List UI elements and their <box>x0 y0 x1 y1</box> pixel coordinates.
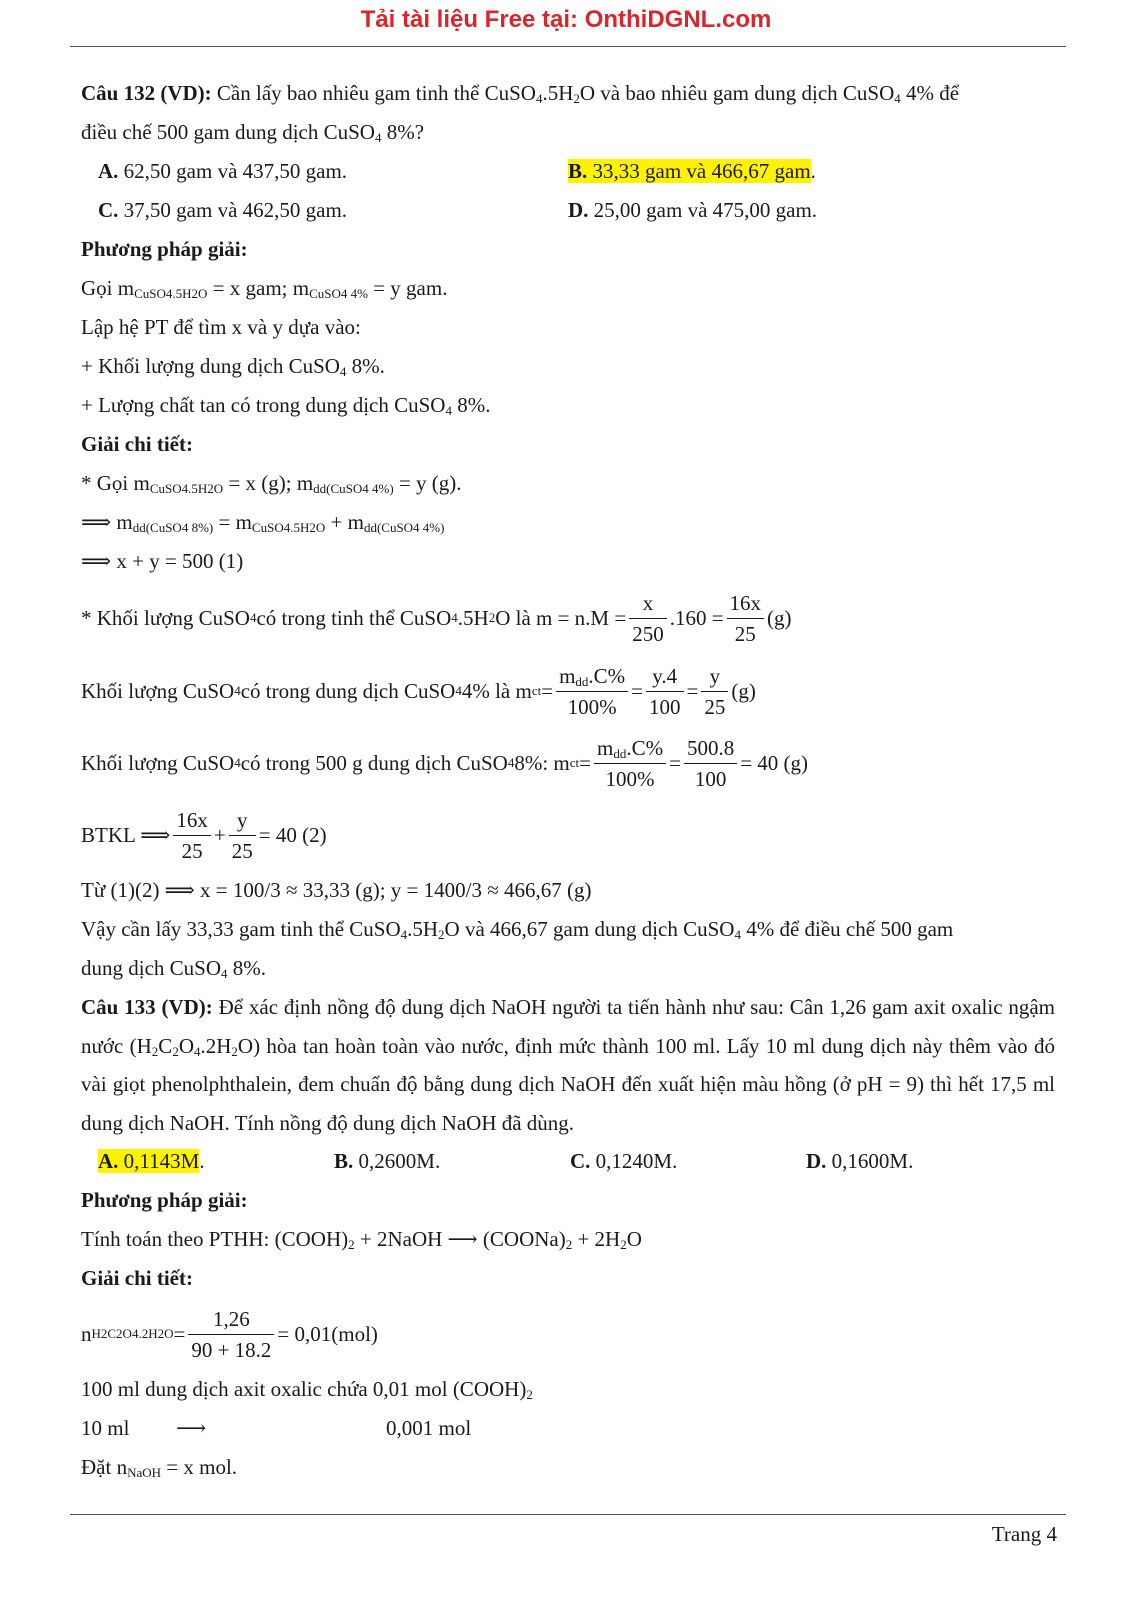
q132-option-a[interactable]: A. 62,50 gam và 437,50 gam. <box>98 159 348 183</box>
q133-detail-line1: n H2C2O4.2H2O = $\frac{1,26}{90 + 18.2}$ = 0,01(mol) <box>81 1298 1055 1370</box>
page-content <box>81 74 1055 1487</box>
q132-detail-line8: Từ (1)(2) ⟹ x = 100/3 ≈ 33,33 (g); y = 1400/3 ≈ 466,67 (g) <box>81 878 592 902</box>
q132-stem-line1: Câu 132 (VD): Cần lấy bao nhiêu gam tinh thể $CuSO_4.5H_2O$ và bao nhiêu gam dung dịch CuSO$_4$ 4% để <box>81 81 960 106</box>
q132-detail-line9: Vậy cần lấy 33,33 gam tinh thể $CuSO_4.5H_2O$ và 466,67 gam dung dịch CuSO$_4$ 4% để điều chế 500 gam <box>81 917 954 942</box>
q133-option-d[interactable]: D. 0,1600M. <box>806 1149 914 1173</box>
q133-stem: Câu 133 (VD): Để xác định nồng độ dung dịch NaOH người ta tiến hành như sau: Cân 1,26 gam axit oxalic ngậm nước $(H_2C_2O_4.2H_2O)$ hòa tan hoàn toàn vào nước, định mức thành 100 ml. Lấy 10 ml dung dịch này thêm vào đó vài giọt phenolphthalein, đem chuẩn độ bằng dung dịch NaOH đến xuất hiện màu hồng (ở pH = 9) thì hết 17,5 ml dung dịch NaOH. Tính nồng độ dung dịch NaOH đã dùng. <box>81 995 1056 1135</box>
q132-detail-line5: Khối lượng CuSO 4 có trong dung dịch CuSO 4 4% là m ct = $\frac{m_{dd}.C\%}{100\%}$ = $\frac{y.4}{100}$ = $\frac{y}{25}$ (g) <box>81 655 1055 727</box>
q132-detail-line7: BTKL ⟹ $\frac{16x}{25}$ + $\frac{y}{25}$ = 40 (2) <box>81 799 1055 871</box>
q132-method-line1: Gọi $m_{CuSO4.5H2O} = x$ gam; $m_{CuSO4 4\%} = y$ gam. <box>81 276 448 301</box>
correct-answer-highlight: A. 0,1143M <box>98 1149 200 1173</box>
q133-option-c[interactable]: C. 0,1240M. <box>570 1149 678 1173</box>
q132-detail-line6: Khối lượng CuSO 4 có trong 500 g dung dịch CuSO 4 8%: m ct = $\frac{m_{dd}.C\%}{100\%}$ = $\frac{500.8}{100}$ = 40 (g) <box>81 727 1055 799</box>
q133-detail-line2: 100 ml dung dịch axit oxalic chứa 0,01 mol $(COOH)_2$ <box>81 1377 533 1402</box>
fraction: $\frac{m_{dd}.C\%}{100\%}$ <box>556 661 628 722</box>
page-number: Trang 4 <box>991 1522 1057 1546</box>
fraction: $\frac{y.4}{100}$ <box>646 661 684 722</box>
fraction: $\frac{x}{250}$ <box>629 588 667 649</box>
q132-options-row2 <box>81 191 1055 230</box>
q133-detail-line3: 10 ml ⟶ 0,001 mol <box>81 1416 472 1440</box>
fraction: $\frac{y}{25}$ <box>701 661 728 722</box>
correct-answer-highlight: B. 33,33 gam và 466,67 gam <box>568 159 811 183</box>
fraction: $\frac{y}{25}$ <box>229 805 256 866</box>
q132-detail-line2: ⟹ $m_{dd(CuSO4 8\%)} = m_{CuSO4.5H2O} + m_{dd(CuSO4 4\%)}$ <box>81 510 445 535</box>
fraction: $\frac{1,26}{90 + 18.2}$ <box>188 1304 274 1365</box>
q132-label: Câu 132 (VD): <box>81 81 212 105</box>
q132-method-line3: + Khối lượng dung dịch CuSO$_4$ 8%. <box>81 354 385 379</box>
q132-options-row1 <box>81 152 1055 191</box>
q132-method-line2: Lập hệ PT để tìm x và y dựa vào: <box>81 315 361 339</box>
fraction: $\frac{16x}{25}$ <box>173 805 211 866</box>
q133-method-line1: Tính toán theo PTHH: $(COOH)_2$ + 2NaOH ⟶ $(COONa)_2 + 2H_2O$ <box>81 1227 642 1252</box>
q133-label: Câu 133 (VD): <box>81 995 213 1019</box>
site-banner: Tải tài liệu Free tại: OnthiDGNL.com <box>360 6 772 33</box>
fraction: $\frac{500.8}{100}$ <box>684 733 737 794</box>
q132-option-b[interactable]: B. 33,33 gam và 466,67 gam. <box>568 159 816 183</box>
q132-option-c[interactable]: C. 37,50 gam và 462,50 gam. <box>98 198 348 222</box>
fraction: $\frac{m_{dd}.C\%}{100\%}$ <box>594 733 666 794</box>
q133-option-b[interactable]: B. 0,2600M. <box>334 1149 441 1173</box>
fraction: $\frac{16x}{25}$ <box>727 588 765 649</box>
q132-stem-line2: điều chế 500 gam dung dịch CuSO$_4$ 8%? <box>81 120 425 145</box>
q133-detail-heading: Giải chi tiết: <box>81 1266 193 1290</box>
q132-method-heading: Phương pháp giải: <box>81 237 248 261</box>
q132-detail-heading: Giải chi tiết: <box>81 432 193 456</box>
q133-options-row <box>81 1142 1055 1181</box>
header-divider <box>70 46 1066 47</box>
q132-detail-line1: * Gọi $m_{CuSO4.5H2O} = x$ (g); $m_{dd(CuSO4 4\%)} = y$ (g). <box>81 471 462 496</box>
q133-method-heading: Phương pháp giải: <box>81 1188 248 1212</box>
q132-method-line4: + Lượng chất tan có trong dung dịch CuSO$_4$ 8%. <box>81 393 491 418</box>
q132-option-d[interactable]: D. 25,00 gam và 475,00 gam. <box>568 198 818 222</box>
q132-detail-line10: dung dịch CuSO$_4$ 8%. <box>81 956 267 981</box>
footer-divider <box>70 1514 1066 1515</box>
q133-detail-line4: Đặt $n_{NaOH} = x$ mol. <box>81 1455 238 1480</box>
q132-detail-line4: * Khối lượng CuSO 4 có trong tinh thể CuSO 4 .5H 2 O là m = n.M = $\frac{x}{250}$ .160 = $\frac{16x}{25}$ (g) <box>81 581 1055 655</box>
q133-option-a[interactable]: A. 0,1143M. <box>98 1149 205 1173</box>
q132-detail-line3: ⟹ x + y = 500 (1) <box>81 549 244 573</box>
